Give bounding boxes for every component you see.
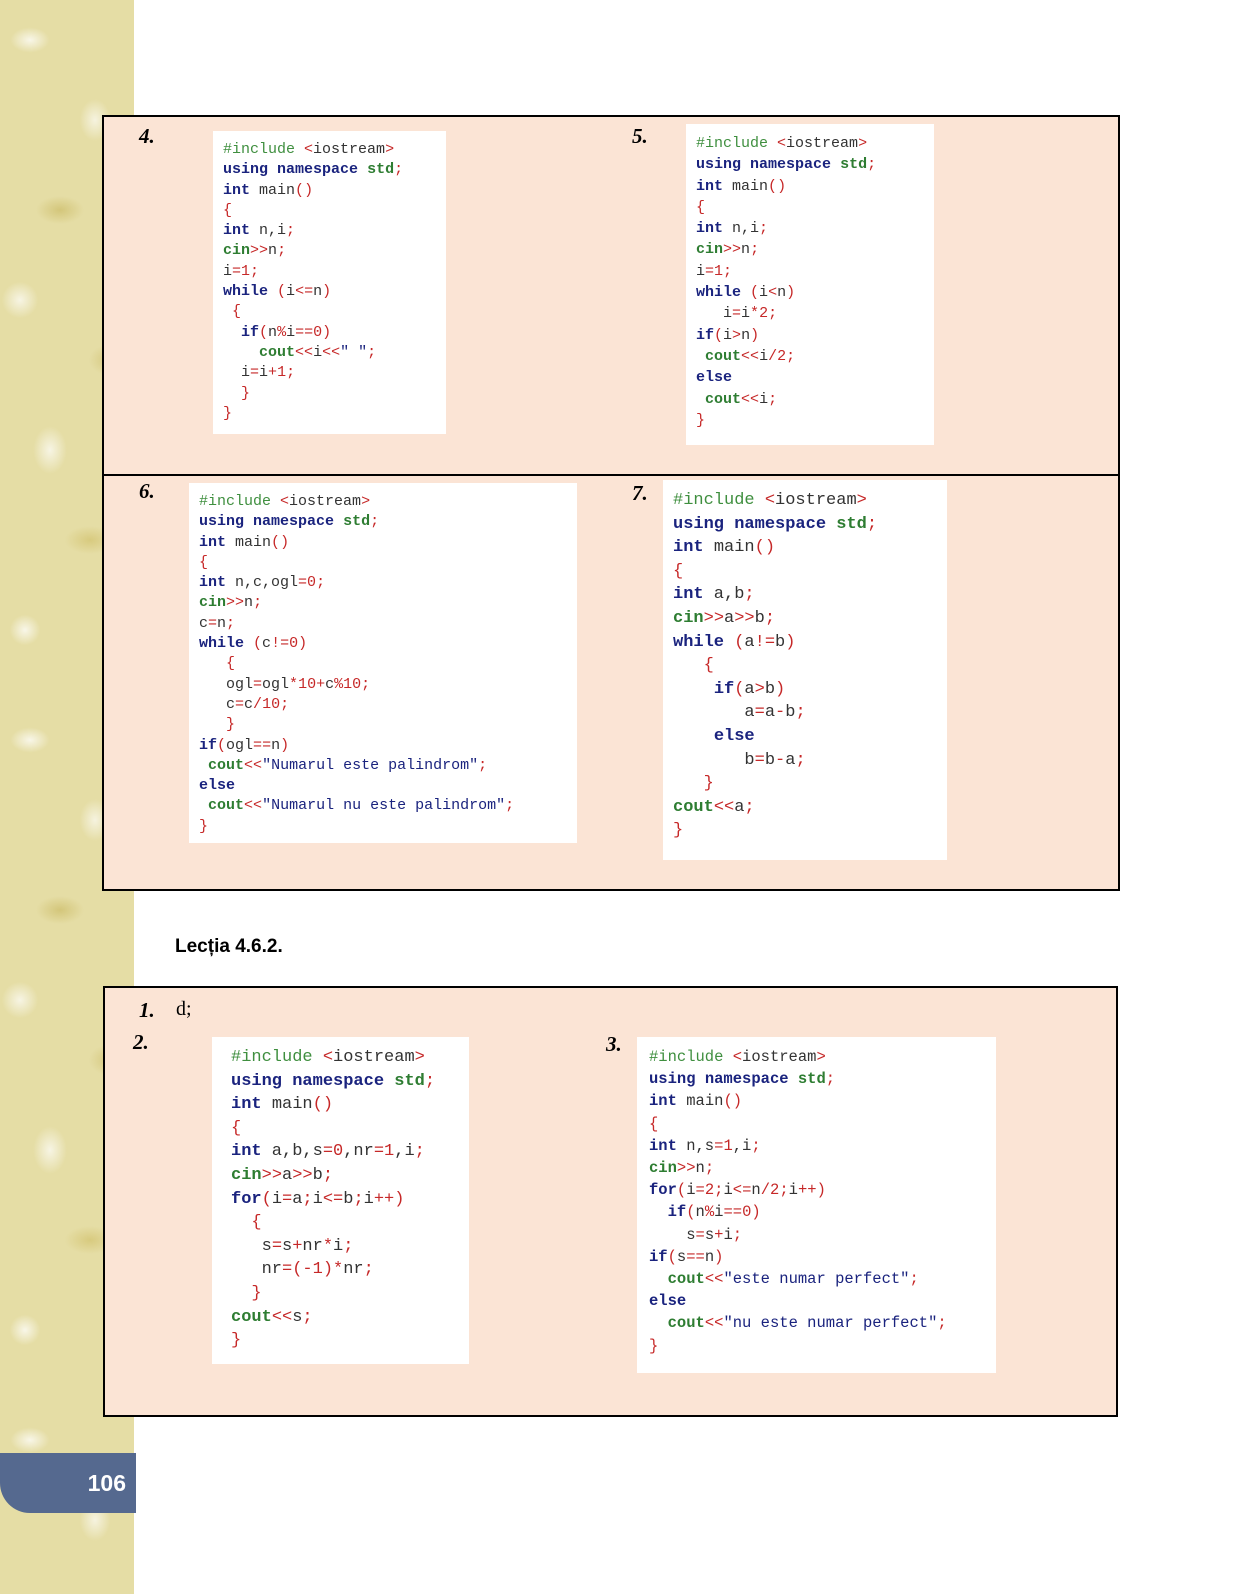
code-line: s=s+nr*i;	[231, 1236, 354, 1256]
code-line: cout<<"Numarul este palindrom";	[208, 756, 488, 774]
code-line: cin>>a>>b;	[673, 608, 776, 628]
code-line: cout<<i<<" ";	[259, 343, 377, 361]
code-line: int n,s=1,i;	[649, 1136, 761, 1155]
code-line: if(ogl==n)	[199, 736, 290, 754]
code-line: while (i<=n)	[223, 283, 332, 301]
exercise-number-1: 1.	[139, 998, 155, 1022]
code-line: int a,b;	[673, 585, 755, 605]
code-line: using namespace std;	[673, 514, 878, 534]
code-line: i=i*2;	[696, 305, 778, 323]
code-block-7	[663, 480, 947, 860]
code-line: int a,b,s=0,nr=1,i;	[231, 1142, 425, 1162]
code-block-5	[686, 124, 934, 445]
code-line: cout<<"Numarul nu este palindrom";	[208, 797, 515, 815]
code-line: #include <iostream>	[649, 1048, 826, 1066]
code-line: {	[251, 1213, 262, 1233]
code-line: int main()	[223, 181, 314, 199]
code-line: using namespace std;	[649, 1070, 836, 1089]
exercise-number-4: 4.	[139, 124, 155, 148]
code-line: cout<<"nu este numar perfect";	[667, 1314, 947, 1333]
code-line: }	[241, 384, 251, 402]
code-line: #include <iostream>	[673, 491, 867, 510]
code-line: b=b-a;	[673, 750, 806, 770]
code-line: i=1;	[223, 262, 260, 280]
code-line: {	[232, 303, 242, 321]
code-line: {	[223, 201, 233, 219]
code-line: int n,i;	[223, 222, 296, 240]
exercise-number-2: 2.	[133, 1030, 149, 1054]
code-line: cin>>n;	[199, 594, 263, 612]
code-line: if(s==n)	[649, 1247, 724, 1266]
code-block-3	[637, 1037, 996, 1373]
code-line: }	[703, 774, 714, 794]
code-line: if(a>b)	[713, 679, 786, 699]
code-line: c=c/10;	[199, 695, 290, 713]
code-line: cin>>n;	[649, 1159, 715, 1178]
code-line: int n,i;	[696, 220, 769, 238]
code-line: cout<<s;	[231, 1307, 313, 1327]
page-number: 106	[87, 1470, 126, 1496]
code-line: cout<<"este numar perfect";	[667, 1270, 919, 1289]
code-line: }	[696, 411, 706, 429]
exercise-number-5: 5.	[632, 124, 648, 148]
code-line: else	[713, 726, 755, 746]
code-line: }	[673, 821, 684, 841]
code-line: int main()	[199, 533, 290, 551]
code-line: using namespace std;	[696, 156, 877, 174]
code-line: ogl=ogl*10+c%10;	[199, 675, 371, 693]
code-line: for(i=2;i<=n/2;i++)	[649, 1181, 826, 1200]
code-line: cin>>a>>b;	[231, 1165, 334, 1185]
exercise-number-3: 3.	[606, 1032, 622, 1056]
code-line: while (i<n)	[696, 284, 796, 302]
box-1-divider	[102, 474, 1120, 476]
code-line: {	[696, 198, 706, 216]
code-line: c=n;	[199, 614, 236, 632]
code-line: int main()	[231, 1095, 334, 1115]
code-block-2	[212, 1037, 469, 1364]
code-line: int main()	[696, 177, 787, 195]
code-line: cout<<i/2;	[705, 347, 796, 365]
code-line: i=1;	[696, 262, 733, 280]
code-line: #include <iostream>	[696, 135, 868, 152]
code-line: while (c!=0)	[199, 635, 308, 653]
exercise-number-7: 7.	[632, 481, 648, 505]
code-line: {	[649, 1114, 659, 1133]
code-line: {	[673, 561, 684, 581]
code-block-6	[189, 483, 577, 843]
code-line: else	[649, 1292, 687, 1311]
code-line: s=s+i;	[649, 1225, 743, 1244]
code-line: cout<<i;	[705, 390, 778, 408]
code-line: using namespace std;	[223, 161, 404, 179]
code-line: cin>>n;	[223, 242, 287, 260]
code-line: cout<<a;	[673, 797, 755, 817]
code-line: if(i>n)	[696, 326, 760, 344]
code-line: int main()	[673, 538, 776, 558]
code-line: #include <iostream>	[223, 141, 395, 158]
code-line: if(n%i==0)	[667, 1203, 761, 1222]
code-line: }	[231, 1331, 242, 1351]
code-line: {	[703, 656, 714, 676]
code-line: cin>>n;	[696, 241, 760, 259]
code-line: if(n%i==0)	[241, 323, 332, 341]
lesson-title: Lecția 4.6.2.	[175, 936, 283, 957]
code-line: using namespace std;	[199, 513, 380, 531]
code-line: while (a!=b)	[673, 632, 796, 652]
code-line: }	[223, 404, 233, 422]
code-block-4	[213, 131, 446, 434]
code-line: using namespace std;	[231, 1071, 436, 1091]
code-line: else	[199, 777, 236, 795]
code-line: {	[199, 553, 209, 571]
code-line: for(i=a;i<=b;i++)	[231, 1189, 405, 1209]
code-line: int n,c,ogl=0;	[199, 574, 326, 592]
code-line: #include <iostream>	[199, 493, 371, 510]
code-line: }	[199, 817, 209, 835]
code-line: a=a-b;	[673, 703, 806, 723]
code-line: nr=(-1)*nr;	[231, 1260, 374, 1280]
code-line: }	[649, 1336, 659, 1355]
code-line: }	[226, 716, 236, 734]
code-line: i=i+1;	[223, 364, 296, 382]
code-line: #include <iostream>	[231, 1048, 425, 1067]
code-line: }	[251, 1283, 262, 1303]
code-line: {	[226, 655, 236, 673]
code-line: int main()	[649, 1092, 743, 1111]
code-line: else	[696, 369, 733, 387]
exercise-number-6: 6.	[139, 479, 155, 503]
answer-1-text: d;	[176, 998, 192, 1020]
code-line: {	[231, 1118, 242, 1138]
